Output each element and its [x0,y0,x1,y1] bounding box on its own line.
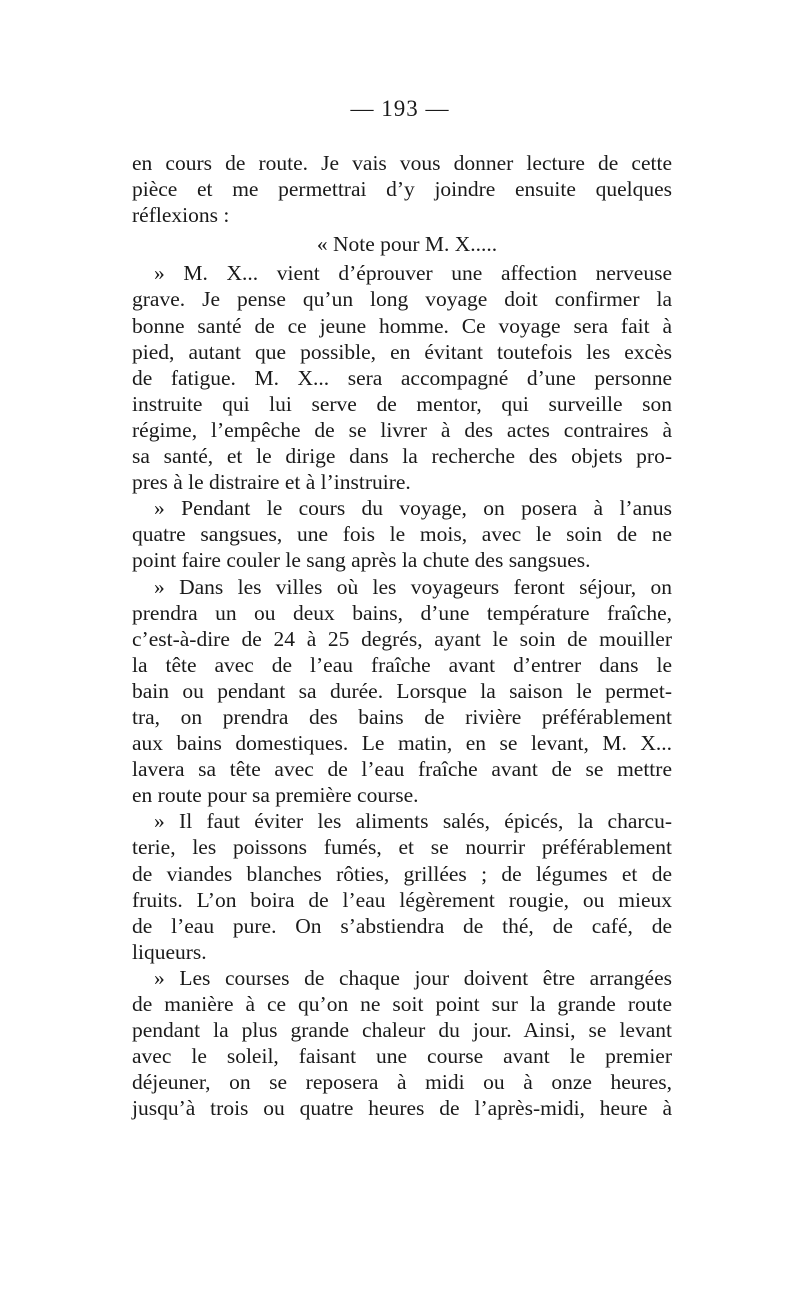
text-line: » Dans les villes où les voyageurs feront séjour, on [154,574,672,599]
text-line: pied, autant que possible, en évitant toutefois les excès [132,339,672,364]
text-line: fruits. L’on boira de l’eau légèrement rougie, ou mieux [132,887,672,912]
text-line: sa santé, et le dirige dans la recherche des objets pro- [132,444,672,469]
text-line: lavera sa tête avec de l’eau fraîche avant de se mettre [132,757,672,782]
text-line: grave. Je pense qu’un long voyage doit confirmer la [132,287,672,312]
text-line: réflexions : [132,203,230,228]
text-line: terie, les poissons fumés, et se nourrir préférablement [132,835,672,860]
text-line: aux bains domestiques. Le matin, en se levant, M. X... [132,731,672,756]
text-line: tra, on prendra des bains de rivière préférablement [132,704,672,729]
text-line: avec le soleil, faisant une course avant le premier [132,1044,672,1069]
text-line: en route pour sa première course. [132,783,419,808]
text-line: régime, l’empêche de se livrer à des actes contraires à [132,417,672,442]
page-number: — 193 — [350,96,450,121]
text-line: c’est-à-dire de 24 à 25 degrés, ayant le soin de mouiller [132,626,672,651]
text-line: de l’eau pure. On s’abstiendra de thé, de café, de [132,913,672,938]
text-line: pièce et me permettrai d’y joindre ensuite quelques [132,177,672,202]
text-line: » M. X... vient d’éprouver une affection nerveuse [154,261,672,286]
note-heading: « Note pour M. X..... [316,232,498,257]
text-line: en cours de route. Je vais vous donner lecture de cette [132,151,672,175]
body-text [132,150,672,1121]
text-line: prendra un ou deux bains, d’une température fraîche, [132,600,672,625]
text-line: » Les courses de chaque jour doivent être arrangées [154,965,672,990]
text-line: pres à le distraire et à l’instruire. [132,470,411,495]
text-line: de manière à ce qu’on ne soit point sur la grande route [132,992,672,1016]
text-line: quatre sangsues, une fois le mois, avec le soin de ne [132,522,672,547]
text-line: de fatigue. M. X... sera accompagné d’une personne [132,365,672,390]
text-line: jusqu’à trois ou quatre heures de l’après-midi, heure à [132,1096,672,1121]
text-line: pendant la plus grande chaleur du jour. Ainsi, se levant [132,1018,672,1043]
text-line: déjeuner, on se reposera à midi ou à onze heures, [132,1070,672,1095]
text-line: liqueurs. [132,939,207,964]
text-line: bain ou pendant sa durée. Lorsque la saison le permet- [132,678,672,703]
text-line: » Pendant le cours du voyage, on posera à l’anus [154,496,672,521]
text-line: de viandes blanches rôties, grillées ; de légumes et de [132,861,672,886]
text-line: instruite qui lui serve de mentor, qui surveille son [132,391,672,416]
text-line: bonne santé de ce jeune homme. Ce voyage sera fait à [132,313,672,338]
text-line: la tête avec de l’eau fraîche avant d’entrer dans le [132,652,672,677]
text-line: point faire couler le sang après la chute des sangsues. [132,548,591,573]
text-line: » Il faut éviter les aliments salés, épicés, la charcu- [154,809,672,834]
